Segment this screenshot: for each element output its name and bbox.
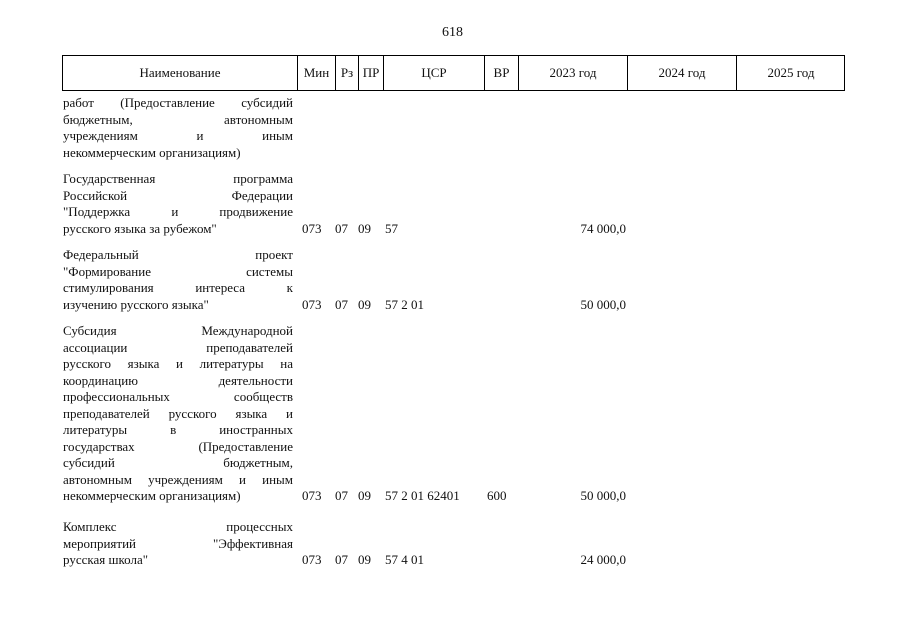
row-name-line: Комплекс процессных xyxy=(63,519,293,534)
row-name xyxy=(63,95,293,161)
header-csr: ЦСР xyxy=(383,56,484,90)
row-name-line: ассоциации преподавателей xyxy=(63,339,293,355)
row-name-line: изучению русского языка" xyxy=(63,296,209,312)
row-name-line: мероприятий "Эффективная xyxy=(63,535,293,551)
row-name xyxy=(63,519,293,569)
row-rz: 07 xyxy=(335,552,348,567)
row-name-line: профессиональных сообществ xyxy=(63,389,293,404)
row-name-line: "Формирование системы xyxy=(63,263,293,279)
page-number: 618 xyxy=(442,25,463,40)
row-min: 073 xyxy=(302,552,322,567)
row-name-line: работ (Предоставление субсидий xyxy=(63,95,293,110)
row-pr: 09 xyxy=(358,296,371,312)
row-name-line: автономным учреждениям и иным xyxy=(63,471,293,487)
row-csr: 57 4 01 xyxy=(385,552,424,567)
row-pr: 09 xyxy=(358,552,371,567)
header-2024: 2024 год xyxy=(627,56,736,90)
row-name-line: Субсидия Международной xyxy=(63,323,293,338)
row-name-line: бюджетным, автономным xyxy=(63,111,293,127)
row-vr: 600 xyxy=(487,488,507,503)
row-2023: 24 000,0 xyxy=(580,552,626,567)
table-header xyxy=(62,55,845,91)
row-name-line: русского языка и литературы на xyxy=(63,356,293,371)
header-min: Мин xyxy=(297,56,335,90)
row-2023: 50 000,0 xyxy=(580,296,626,312)
row-name-line: литературы в иностранных xyxy=(63,422,293,437)
row-rz: 07 xyxy=(335,220,348,236)
header-2023: 2023 год xyxy=(518,56,627,90)
row-name-line: "Поддержка и продвижение xyxy=(63,204,293,219)
row-pr: 09 xyxy=(358,220,371,236)
header-pr: ПР xyxy=(358,56,383,90)
row-name-line: Государственная программа xyxy=(63,171,293,186)
row-name-line: некоммерческим организациям) xyxy=(63,488,241,503)
row-2023: 50 000,0 xyxy=(580,488,626,503)
header-name: Наименование xyxy=(139,65,221,80)
row-name-line: государствах (Предоставление xyxy=(63,438,293,454)
row-name-line: Российской Федерации xyxy=(63,187,293,203)
row-pr: 09 xyxy=(358,488,371,503)
header-vr: ВР xyxy=(484,56,518,90)
row-min: 073 xyxy=(302,220,322,236)
row-name xyxy=(63,323,293,505)
row-name-line: учреждениям и иным xyxy=(63,128,293,143)
header-2025: 2025 год xyxy=(736,56,845,90)
row-name-line: стимулирования интереса к xyxy=(63,280,293,295)
row-name-line: русская школа" xyxy=(63,552,149,567)
row-csr: 57 2 01 62401 xyxy=(385,488,460,503)
row-csr: 57 2 01 xyxy=(385,296,424,312)
row-csr: 57 xyxy=(385,220,398,236)
row-min: 073 xyxy=(302,296,322,312)
row-name-line: субсидий бюджетным, xyxy=(63,455,293,470)
row-name-line: координацию деятельности xyxy=(63,372,293,388)
row-name-line: преподавателей русского языка и xyxy=(63,405,293,421)
row-min: 073 xyxy=(302,488,322,503)
header-rz: Рз xyxy=(335,56,358,90)
row-rz: 07 xyxy=(335,296,348,312)
row-name-line: русского языка за рубежом" xyxy=(63,220,217,236)
row-name-line: Федеральный проект xyxy=(63,247,293,262)
row-rz: 07 xyxy=(335,488,348,503)
row-2023: 74 000,0 xyxy=(580,220,626,236)
row-name xyxy=(63,171,293,237)
row-name xyxy=(63,247,293,313)
row-name-line: некоммерческим организациям) xyxy=(63,144,241,160)
